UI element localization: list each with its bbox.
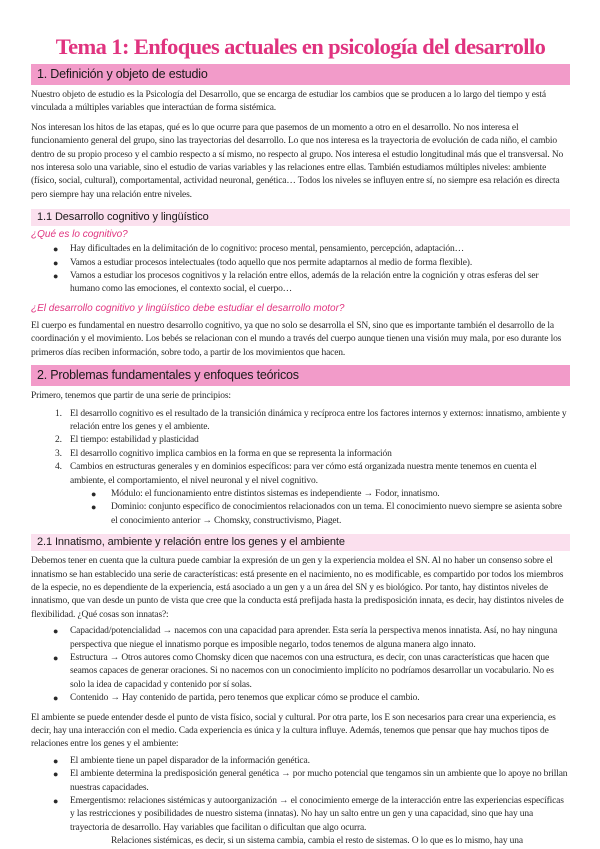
section-2-heading: 2. Problemas fundamentales y enfoques teóricos	[31, 365, 570, 386]
principles-list	[31, 408, 570, 488]
innate-bullet-list	[31, 625, 570, 705]
section-1-paragraph-2: Nos interesan los hitos de las etapas, qué es lo que ocurre para que pasemos de un momento a otro en el desarrollo. No nos interesa el funcionamiento general del grupo, sino las trayectorias del desarrollo. Lo que nos interesa es la trayectoria de evolución de cada niño, el cambio dentro de su propio proceso y el cambio respecto a sí mismo, no respecto al grupo. Nos interesa el estudio longitudinal más que el transversal. No nos interesa solo una variable, sino el estudio de varias variables y las relaciones entre ellas. También estudiamos múltiples niveles: ambiente (físico, social, cultural), comportamental, actividad neuronal, genética… Todos los niveles se influyen entre sí, no siempre esa relación es directa pero siempre hay una relación entre niveles.	[31, 122, 564, 200]
bullet-icon: ●	[91, 502, 97, 513]
list-item: ● Hay dificultades en la delimitación de lo cognitivo: proceso mental, pensamiento, percepción, adaptación…	[31, 243, 570, 256]
bullet-icon: ●	[53, 769, 59, 780]
bullet-icon: ●	[53, 244, 59, 255]
list-item: ● Capacidad/potencialidad → nacemos con una capacidad para aprender. Esta sería la perspectiva menos innatista. Así, no hay ninguna perspectiva que niegue el innatismo porque es imposible negarlo, todos tenemos de alguna manera algo innato.	[53, 626, 558, 650]
section-1-paragraph-1: Nuestro objeto de estudio es la Psicología del Desarrollo, que se encarga de estudiar los cambios que se producen a lo largo del tiempo y está vinculada a múltiples variables que interactúan de forma sistémica.	[31, 90, 546, 114]
list-item: ● Módulo: el funcionamiento entre distintos sistemas es independiente → Fodor, innatismo.	[31, 488, 570, 501]
list-item: ● Vamos a estudiar los procesos cognitivos y la relación entre ellos, además de la relación entre la cognición y otras esferas del ser humano como las emociones, el contexto social, el cuerpo…	[53, 271, 539, 295]
list-item: 2. El tiempo: estabilidad y plasticidad	[55, 435, 199, 446]
document-title: Tema 1: Enfoques actuales en psicología del desarrollo	[55, 34, 546, 59]
cognitive-bullet-list	[31, 243, 570, 297]
bullet-icon: ●	[53, 271, 59, 282]
bullet-icon: ●	[53, 257, 59, 268]
section-1-1-paragraph: El cuerpo es fundamental en nuestro desarrollo cognitivo, ya que no solo se desarrolla el SN, sino que es importante también el desarrollo de la coordinación y el movimiento. Los bebés se relacionan con el mundo a través del cuerpo aunque tienen una visión muy mala, por eso durante los primeros días reciben información, sobre todo, a partir de los movimientos que hacen.	[31, 320, 562, 358]
list-item: ● El ambiente determina la predisposición general genética → por mucho potencial que tengamos sin un ambiente que lo apoye no brillan nuestras capacidades.	[53, 769, 568, 793]
section-2-1-paragraph-1: Debemos tener en cuenta que la cultura puede cambiar la expresión de un gen y la experiencia moldea el SN. Al no haber un consenso sobre el innatismo se han establecido una serie de características: está presente en el nacimiento, no es modificable, es compartido por todos los miembros de la especie, no es dependiente de la experiencia, está asociado a un gen y a un área del SN y es biológico. Por tanto, hay distintos niveles de innatismo, que van desde un punto de vista que cree que la conducta está prefijada hasta la predisposición innata, es decir, hay distintos niveles de flexibilidad. ¿Qué cosas son innatas?:	[31, 556, 564, 620]
bullet-icon: ●	[53, 626, 59, 637]
list-item: 3. El desarrollo cognitivo implica cambios en la forma en que se representa la información	[55, 448, 392, 459]
list-item: 4. Cambios en estructuras generales y en dominios específicos: para ver cómo está organizada nuestra mente tenemos en cuenta el ambiente, el comportamiento, el nivel neuronal y el nivel cognitivo.	[55, 462, 537, 486]
list-item: ● Dominio: conjunto específico de conocimientos relacionados con un tema. El conocimiento nuevo siempre se asienta sobre el conocimiento anterior → Chomsky, constructivismo, Piaget.	[91, 502, 562, 526]
question-motor: ¿El desarrollo cognitivo y lingüístico debe estudiar el desarrollo motor?	[31, 302, 345, 314]
list-item: 1. El desarrollo cognitivo es el resultado de la transición dinámica y recíproca entre los factores internos y externos: innatismo, ambiente y relación entre los genes y el ambiente.	[55, 408, 567, 432]
section-1-heading: 1. Definición y objeto de estudio	[31, 64, 570, 85]
bullet-icon: ●	[53, 796, 59, 807]
bullet-icon: ●	[53, 755, 59, 766]
list-item: ● Vamos a estudiar procesos intelectuales (todo aquello que nos permite adaptarnos al medio de forma flexible).	[31, 257, 570, 270]
question-cognitive: ¿Qué es lo cognitivo?	[31, 229, 128, 241]
section-2-intro: Primero, tenemos que partir de una serie de principios:	[31, 391, 231, 402]
section-2-1-paragraph-3: Relaciones sistémicas, es decir, si un sistema cambia, cambia el resto de sistemas. O lo que es lo mismo, hay una	[111, 836, 523, 847]
list-item: ● Estructura → Otros autores como Chomsky dicen que nacemos con una estructura, es decir, con unas características que hacen que seamos capaces de generar oraciones. Si no nacemos con un conocimiento implícito no podríamos desarrollar un vocabulario. No es solo la idea de capacidad y contenido por sí solas.	[53, 653, 554, 690]
bullet-icon: ●	[91, 488, 97, 499]
list-item: ● El ambiente tiene un papel disparador de la información genética.	[31, 755, 570, 768]
section-2-1-paragraph-2: El ambiente se puede entender desde el punto de vista físico, social y cultural. Por otra parte, los E son necesarios para crear una experiencia, es decir, hay una interacción con el medio. Cada experiencia es única y la cultura influye. Además, tenemos que pensar que hay muchos tipos de relaciones entre los genes y el ambiente:	[31, 712, 556, 750]
bullet-icon: ●	[53, 653, 59, 663]
subprinciples-list	[31, 488, 570, 528]
section-2-1-heading: 2.1 Innatismo, ambiente y relación entre los genes y el ambiente	[31, 534, 570, 551]
bullet-icon: ●	[53, 693, 59, 704]
environment-bullet-list	[31, 755, 570, 835]
list-item: ● Contenido → Hay contenido de partida, pero tenemos que explicar cómo se produce el cambio.	[31, 692, 570, 705]
list-item: ● Emergentismo: relaciones sistémicas y autoorganización → el conocimiento emerge de la interacción entre las experiencias específicas y las restricciones y posibilidades de nuestro sistema (innatas). No hay un salto entre un gen y una capacidad, sino que hay una trayectoria de desarrollo. Hay variables que facilitan o dificultan que algo ocurra.	[53, 796, 564, 833]
section-1-1-heading: 1.1 Desarrollo cognitivo y lingüístico	[31, 209, 570, 226]
